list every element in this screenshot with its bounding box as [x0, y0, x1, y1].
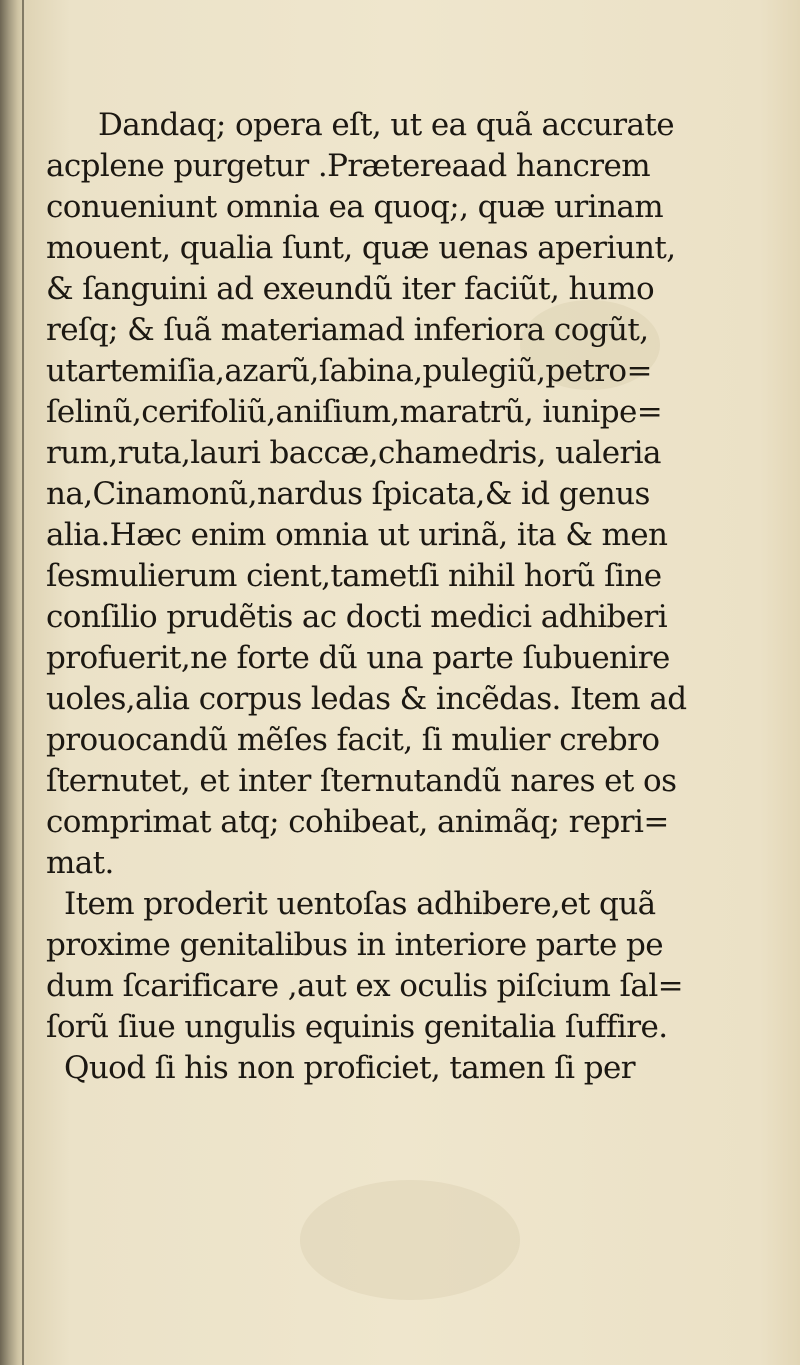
text-line: Item proderit uentoſas adhibere,et quã	[64, 886, 656, 922]
text-line: mat.	[46, 845, 114, 881]
text-line: ſternutet, et inter ſternutandũ nares et os	[46, 763, 677, 799]
text-line: conſilio prudẽtis ac docti medici adhiberi	[46, 599, 668, 635]
text-line: reſq; & ſuã materiamad inferiora cogũt,	[46, 312, 649, 348]
text-line: & ſanguini ad exeundũ iter faciũt, humo	[46, 271, 655, 307]
text-line: dum ſcarificare ,aut ex oculis piſcium ſal=	[46, 968, 684, 1004]
text-line: utartemiſia,azarũ,ſabina,pulegiũ,petro=	[46, 353, 652, 389]
text-line: ſelinũ,cerifoliũ,aniſium,maratrũ, iunipe=	[46, 394, 663, 430]
paper-stain	[300, 1180, 520, 1300]
text-line: ſesmulierum cient,tametſi nihil horũ ſine	[46, 558, 662, 594]
text-line: proxime genitalibus in interiore parte pe	[46, 927, 663, 963]
text-line: alia.Hæc enim omnia ut urinã, ita & men	[46, 517, 668, 553]
text-line: comprimat atq; cohibeat, animãq; repri=	[46, 804, 669, 840]
text-line: na,Cinamonũ,nardus ſpicata,& id genus	[46, 476, 650, 512]
text-line: Quod ſi his non proficiet, tamen ſi per	[64, 1050, 635, 1086]
text-line: ſorũ ſiue ungulis equinis genitalia ſuffire.	[46, 1009, 668, 1045]
binding-edge-line	[22, 0, 24, 1365]
text-line: mouent, qualia ſunt, quæ uenas aperiunt,	[46, 230, 676, 266]
text-line: rum,ruta,lauri baccæ,chamedris, ualeria	[46, 435, 661, 471]
text-line: conueniunt omnia ea quoq;, quæ urinam	[46, 189, 663, 225]
text-line: uoles,alia corpus ledas & incẽdas. Item ad	[46, 681, 687, 717]
text-line: prouocandũ mẽſes facit, ſi mulier crebro	[46, 722, 660, 758]
text-line: acplene purgetur .Prætereaad hancrem	[46, 148, 651, 184]
page-text-block	[46, 105, 687, 1089]
text-line: profuerit,ne forte dũ una parte ſubuenire	[46, 640, 670, 676]
text-line: Dandaq; opera eſt, ut ea quã accurate	[98, 107, 674, 143]
